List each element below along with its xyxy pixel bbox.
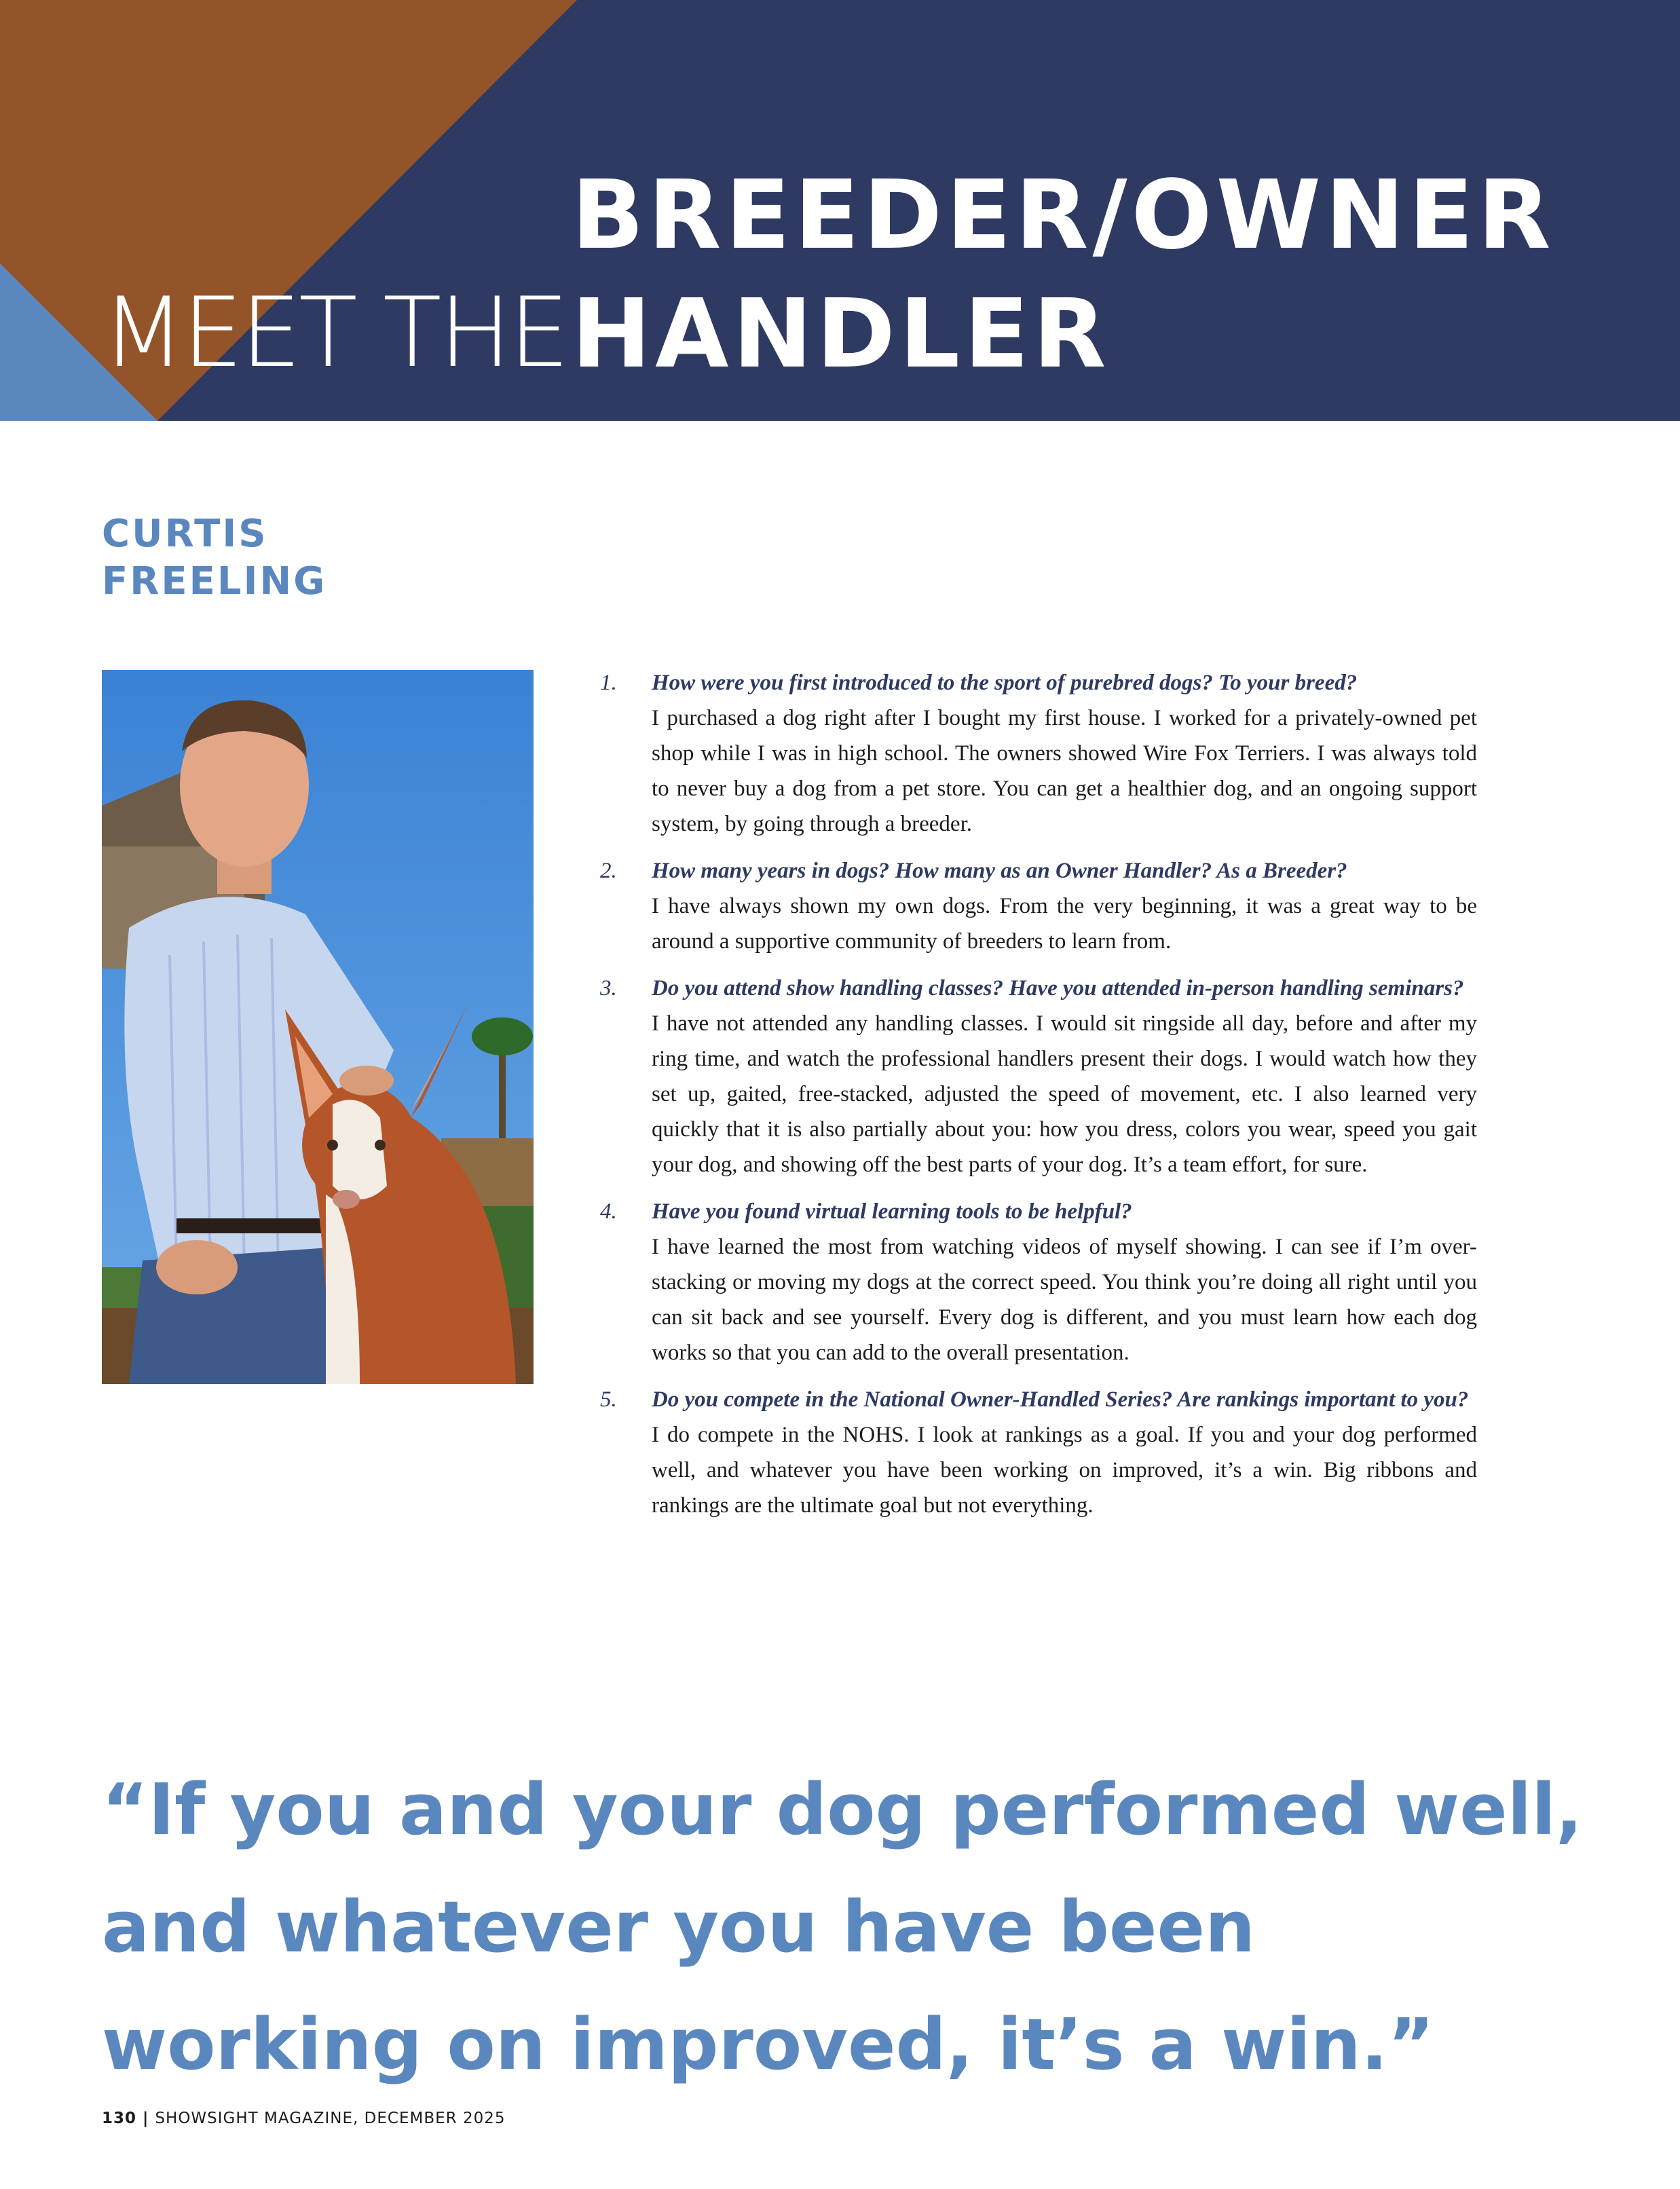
header-meet-the: MEET THE [102,277,567,389]
qa-question: How were you first introduced to the sport of purebred dogs? To your breed? [652,671,1358,695]
qa-item [597,971,1477,1182]
header-banner [0,0,1680,421]
qa-item [597,1382,1477,1523]
qa-list [597,665,1477,1535]
header-title-line1: BREEDER/OWNER [572,160,1555,271]
qa-number: 5. [600,1387,617,1412]
qa-question: How many years in dogs? How many as an Owner Handler? As a Breeder? [652,859,1347,883]
publication-info: SHOWSIGHT MAGAZINE, DECEMBER 2025 [155,2110,506,2127]
page-number: 130 [102,2110,137,2127]
qa-number: 4. [600,1199,617,1224]
subject-first-name: CURTIS [102,512,268,556]
page-footer [102,2110,505,2127]
qa-question: Have you found virtual learning tools to be helpful? [652,1199,1132,1224]
qa-number: 3. [600,976,617,1000]
qa-answer: I have not attended any handling classes. I would sit ringside all day, before and after my ring time, and watch the professional handlers present their dogs. I would watch how they set up, gaited, free-stacked, adjusted the speed of movement, etc. I also learned very quickly that it is also partially about you: how you dress, colors you wear, speed you gait your dog, and showing off the best parts of your dog. It’s a team effort, for sure. [652,1011,1477,1177]
qa-item [597,665,1477,842]
header-title-line2: HANDLER [572,279,1110,390]
qa-answer: I have learned the most from watching videos of myself showing. I can see if I’m over-stacking or moving my dogs at the correct speed. You think you’re doing all right until you can sit back and see yourself. Every dog is different, and you must learn how each dog works so that you can add to the overall presentation. [652,1235,1477,1365]
qa-answer: I purchased a dog right after I bought my first house. I worked for a privately-owned pet shop while I was in high school. The owners showed Wire Fox Terriers. I was always told to never buy a dog from a pet store. You can get a healthier dog, and an ongoing support system, by going through a breeder. [652,706,1477,836]
qa-answer: I have always shown my own dogs. From the very beginning, it was a great way to be around a supportive community of breeders to learn from. [652,894,1477,954]
qa-question: Do you attend show handling classes? Have you attended in-person handling seminars? [652,976,1464,1000]
qa-number: 2. [600,859,617,883]
qa-number: 1. [600,671,617,695]
footer-separator: | [136,2110,155,2127]
qa-item [597,853,1477,959]
pull-quote: “If you and your dog performed well, and whatever you have been working on improved, it’s a win.” [102,1768,1583,2086]
portrait-man-with-dog-icon [102,670,534,1384]
subject-last-name: FREELING [102,559,327,603]
portrait-photo [102,670,534,1384]
qa-answer: I do compete in the NOHS. I look at rankings as a goal. If you and your dog performed well, and whatever you have been working on improved, it’s a win. Big ribbons and rankings are the ultimate goal but not everything. [652,1423,1477,1518]
subject-name [102,510,326,605]
qa-question: Do you compete in the National Owner-Handled Series? Are rankings important to you? [652,1387,1469,1412]
qa-item [597,1194,1477,1370]
